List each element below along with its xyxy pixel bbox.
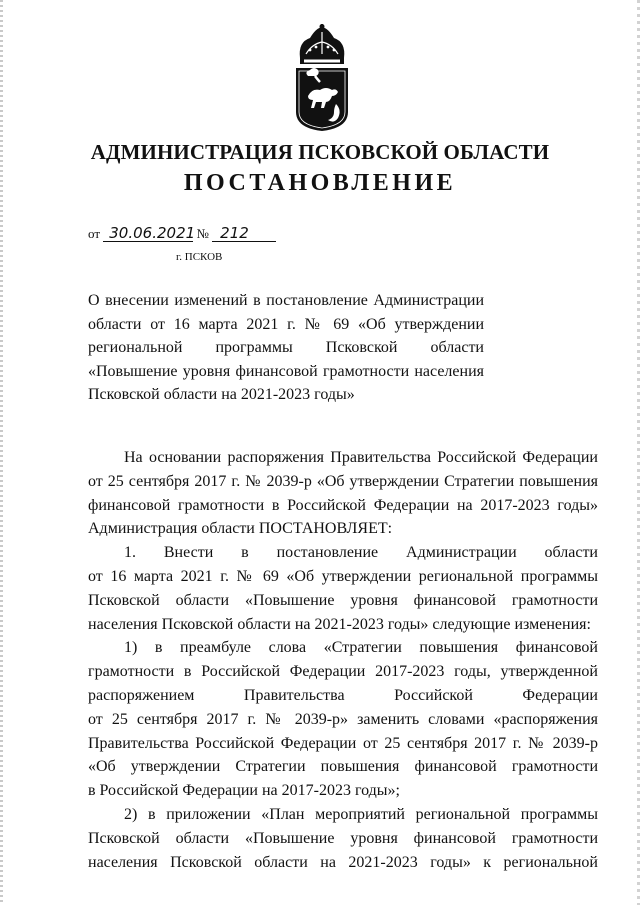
body-line: Правительства Российской Федерации от 25 сентября 2017 г. № 2039-р: [88, 734, 598, 752]
body-line: от 25 сентября 2017 г. № 2039-р» заменить словами «распоряжения: [88, 710, 598, 728]
handwritten-number: 212: [212, 226, 276, 242]
body-line: Псковской области «Повышение уровня финансовой грамотности: [88, 591, 598, 609]
document-body: [88, 446, 598, 874]
body-line: распоряжением Правительства Российской Федерации: [88, 686, 598, 704]
date-number-line: [88, 226, 276, 242]
body-line: от 25 сентября 2017 г. № 2039-р «Об утверждении Стратегии повышения: [88, 472, 598, 490]
body-line: в Российской Федерации на 2017-2023 годы»;: [88, 782, 400, 800]
city-label: г. ПСКОВ: [176, 251, 223, 263]
document-type-title: ПОСТАНОВЛЕНИЕ: [183, 170, 457, 196]
handwritten-date: 30.06.2021: [103, 226, 193, 242]
body-line: населения Псковской области на 2021-2023 годы» к региональной: [88, 853, 598, 871]
body-line: финансовой грамотности в Российской Федерации на 2017-2023 годы»: [88, 496, 598, 514]
body-line: Администрация области ПОСТАНОВЛЯЕТ:: [88, 520, 393, 538]
date-prefix: от: [88, 226, 101, 241]
body-line: «Об утверждении Стратегии повышения финансовой грамотности: [88, 758, 598, 776]
body-line: от 16 марта 2021 г. № 69 «Об утверждении региональной программы: [88, 567, 598, 585]
subject-line: региональной программы Псковской области: [88, 339, 484, 356]
body-line: 2) в приложении «План мероприятий региональной программы: [124, 805, 598, 823]
body-line: грамотности в Российской Федерации 2017-2023 годы, утвержденной: [88, 663, 598, 681]
number-prefix: №: [196, 226, 209, 241]
subject-line: области от 16 марта 2021 г. № 69 «Об утверждении: [88, 315, 484, 333]
subject-line: «Повышение уровня финансовой грамотности населения: [88, 362, 484, 380]
body-line: населения Псковской области на 2021-2023 годы» следующие изменения:: [88, 615, 591, 633]
body-line: Псковской области «Повышение уровня финансовой грамотности: [88, 829, 598, 847]
organization-title: АДМИНИСТРАЦИЯ ПСКОВСКОЙ ОБЛАСТИ: [90, 140, 550, 164]
subject-line: О внесении изменений в постановление Администрации: [88, 292, 484, 309]
subject-line: Псковской области на 2021-2023 годы»: [88, 386, 355, 403]
body-line: 1. Внести в постановление Администрации области: [124, 544, 598, 562]
body-line: 1) в преамбуле слова «Стратегии повышения финансовой: [124, 639, 598, 657]
body-line: На основании распоряжения Правительства Российской Федерации: [124, 449, 598, 466]
pskov-coat-of-arms-icon: [290, 24, 354, 132]
document-subject: [88, 289, 484, 407]
scan-edge-left: [0, 0, 3, 905]
